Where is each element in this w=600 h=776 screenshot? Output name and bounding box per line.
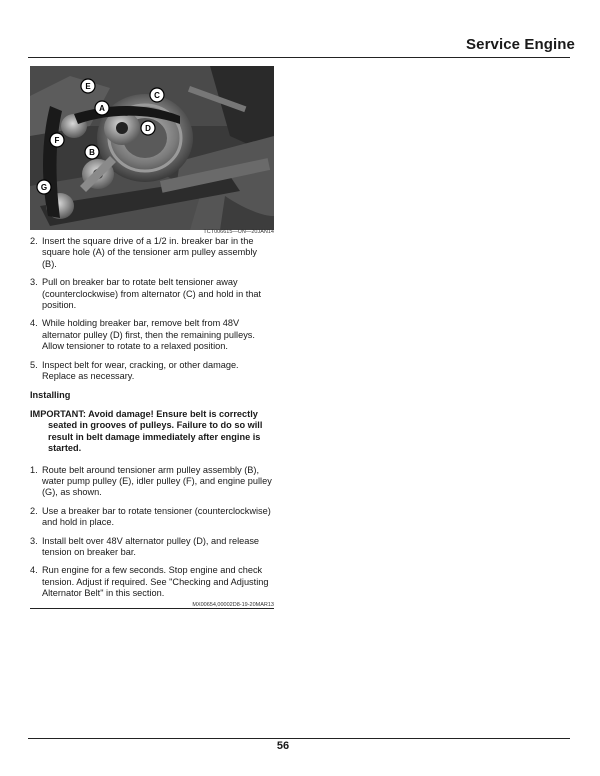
callout-c [150,88,164,102]
svg-text:G: G [40,183,48,192]
list-item: 4. Run engine for a few seconds. Stop engine and check tension. Adjust if required. See "Checking and Adjusting Alternator Belt" in this section. [30,565,269,599]
figure-caption: TCT006615—UN—20JAN14 [203,229,274,235]
installing-heading: Installing [30,390,71,401]
svg-text:A: A [99,104,105,113]
install-steps [30,465,274,600]
removal-steps [30,236,274,382]
footer-divider [28,738,570,739]
callout-a [95,101,109,115]
document-code: MX00654,00002D8-19-20MAR13 [192,601,274,608]
callout-g [37,180,51,194]
svg-text:F: F [54,136,60,145]
procedure-text [30,236,274,611]
callout-d [141,121,155,135]
svg-text:C: C [154,91,160,100]
engine-belt-photo [30,66,274,230]
page-number: 56 [276,740,290,752]
list-item: 1. Route belt around tensioner arm pulley assembly (B), water pump pulley (E), idler pulley (F), and engine pulley (G), as shown. [30,464,272,498]
svg-text:B: B [89,148,95,157]
list-item: 3. Install belt over 48V alternator pulley (D), and release tension on breaker bar. [30,535,260,557]
list-item: 2. Use a breaker bar to rotate tensioner (counterclockwise) and hold in place. [30,505,271,528]
title-divider [28,57,570,58]
callout-f [50,133,64,147]
callout-e [81,79,95,93]
list-item: 5. Inspect belt for wear, cracking, or other damage. Replace as necessary. [30,359,239,382]
svg-text:D: D [145,124,151,133]
svg-text:E: E [85,82,91,91]
callout-b [85,145,99,159]
list-item: 3. Pull on breaker bar to rotate belt tensioner away (counterclockwise) from alternator (C) and hold in that position. [30,277,262,311]
page-title: Service Engine [466,36,575,53]
list-item: 4. While holding breaker bar, remove belt from 48V alternator pulley (D) first, then the remaining pulleys. Allow tensioner to rotate to a relaxed position. [30,318,255,352]
important-notice: IMPORTANT: Avoid damage! Ensure belt is correctly seated in grooves of pulleys. Failure to do so will result in belt damage immediately after engine is started. [30,408,263,454]
list-item: 2. Insert the square drive of a 1/2 in. breaker bar in the square hole (A) of the tensioner arm pulley assembly (B). [30,236,257,269]
